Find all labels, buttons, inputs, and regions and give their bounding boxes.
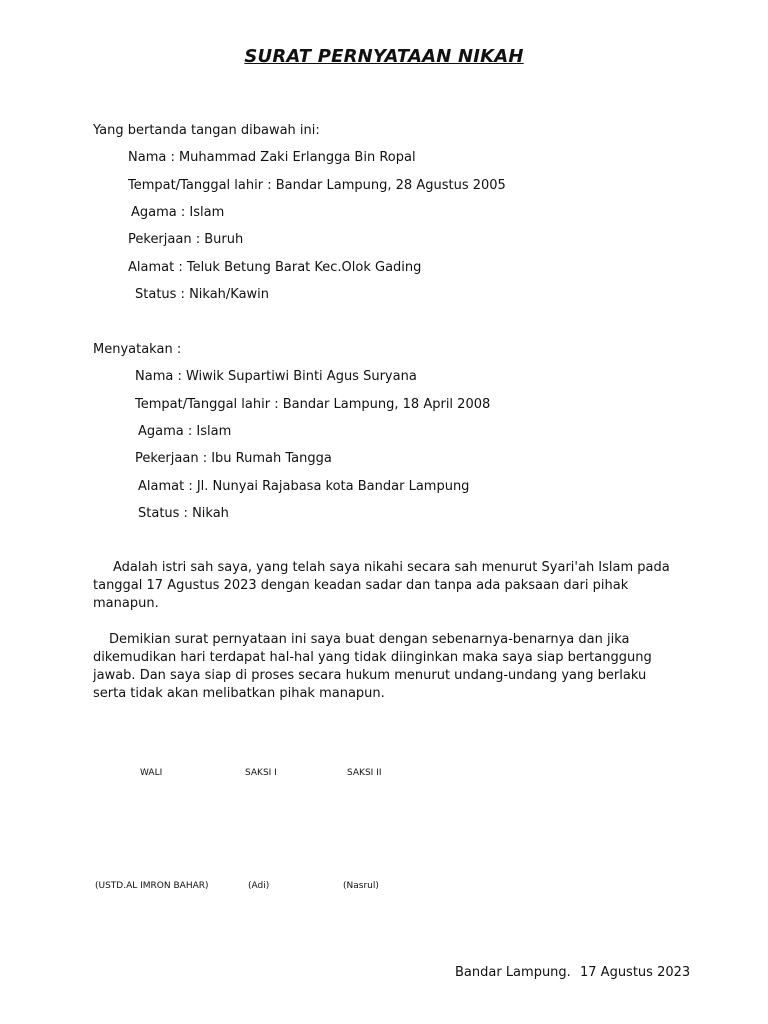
person1-nama: Nama : Muhammad Zaki Erlangga Bin Ropal	[128, 150, 416, 165]
place-text: Bandar Lampung.	[455, 965, 571, 980]
wali-label: WALI	[140, 768, 163, 778]
person2-ttl: Tempat/Tanggal lahir : Bandar Lampung, 18 April 2008	[135, 397, 491, 412]
document-title: SURAT PERNYATAAN NIKAH	[244, 46, 524, 67]
person1-pekerjaan: Pekerjaan : Buruh	[128, 232, 244, 247]
saksi1-name: (Adi)	[248, 881, 270, 891]
person2-alamat: Alamat : Jl. Nunyai Rajabasa kota Bandar Lampung	[138, 479, 470, 494]
person2-pekerjaan: Pekerjaan : Ibu Rumah Tangga	[135, 451, 332, 466]
paragraph-statement: Adalah istri sah saya, yang telah saya nikahi secara sah menurut Syari'ah Islam pada tanggal 17 Agustus 2023 dengan keadan sadar dan tanpa ada paksaan dari pihak manapun.	[93, 560, 670, 611]
person1-status: Status : Nikah/Kawin	[135, 287, 270, 302]
saksi1-label: SAKSI I	[245, 768, 277, 778]
person2-status: Status : Nikah	[138, 506, 229, 521]
person1-ttl: Tempat/Tanggal lahir : Bandar Lampung, 28 Agustus 2005	[128, 178, 506, 193]
intro-text: Yang bertanda tangan dibawah ini:	[93, 123, 320, 138]
saksi2-name: (Nasrul)	[343, 881, 379, 891]
paragraph-closing: Demikian surat pernyataan ini saya buat dengan sebenarnya-benarnya dan jika dikemudikan hari terdapat hal-hal yang tidak diinginkan maka saya siap bertanggung jawab. Dan saya siap di proses secara hukum menurut undang-undang yang berlaku serta tidak akan melibatkan pihak manapun.	[93, 632, 652, 701]
person2-agama: Agama : Islam	[138, 424, 232, 439]
menyatakan-text: Menyatakan :	[93, 342, 182, 357]
person1-agama: Agama : Islam	[131, 205, 225, 220]
person2-nama: Nama : Wiwik Supartiwi Binti Agus Suryana	[135, 369, 417, 384]
saksi2-label: SAKSI II	[347, 768, 382, 778]
wali-name: (USTD.AL IMRON BAHAR)	[95, 881, 209, 891]
date-text: 17 Agustus 2023	[580, 965, 691, 980]
person1-alamat: Alamat : Teluk Betung Barat Kec.Olok Gading	[128, 260, 422, 275]
